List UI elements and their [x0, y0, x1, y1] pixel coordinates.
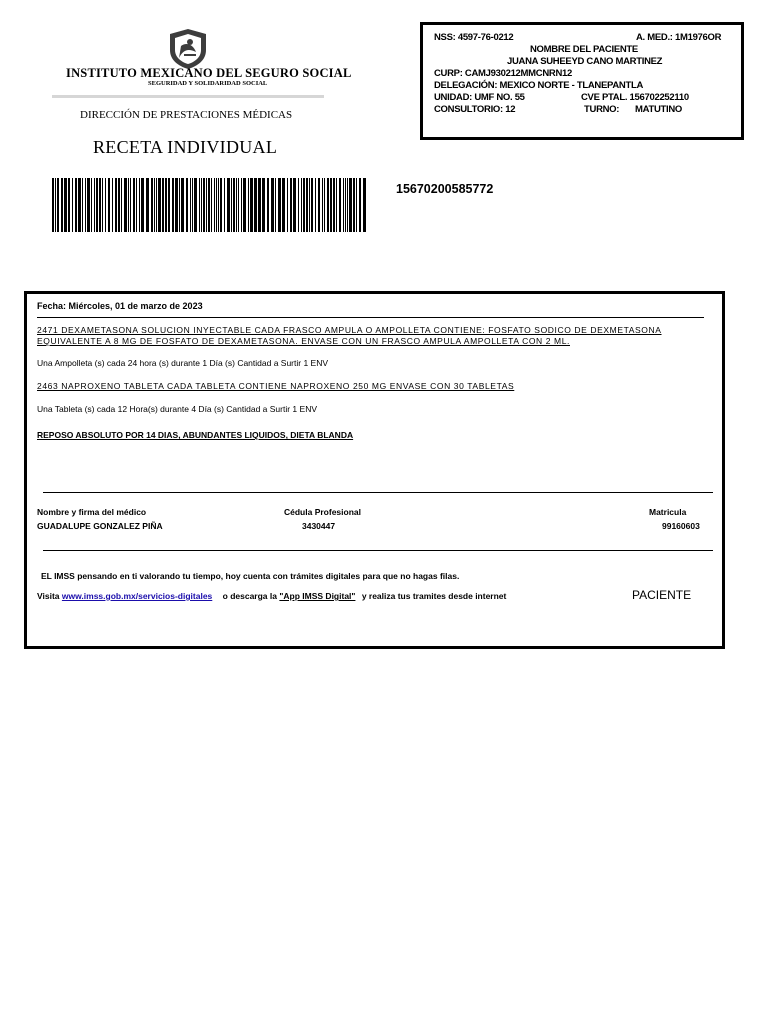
- barcode-bar: [227, 178, 230, 232]
- barcode-bar: [224, 178, 225, 232]
- barcode-bar: [336, 178, 337, 232]
- barcode-bar: [168, 178, 170, 232]
- barcode-bar: [105, 178, 106, 232]
- barcode-bar: [64, 178, 67, 232]
- barcode-bar: [363, 178, 366, 232]
- barcode-bar: [128, 178, 129, 232]
- doctor-name: GUADALUPE GONZALEZ PIÑA: [37, 521, 163, 531]
- barcode-bar: [359, 178, 361, 232]
- department-title: DIRECCIÓN DE PRESTACIONES MÉDICAS: [80, 109, 293, 121]
- barcode-bar: [258, 178, 261, 232]
- barcode-bar: [311, 178, 313, 232]
- barcode-bar: [91, 178, 92, 232]
- barcode-bar: [353, 178, 355, 232]
- prescription-date: Fecha: Miércoles, 01 de marzo de 2023: [37, 301, 203, 311]
- app-name: "App IMSS Digital": [279, 591, 356, 601]
- medication-1-description-cont: EQUIVALENTE A 8 MG DE FOSFATO DE DEXAMETASONA. ENVASE CON UN FRASCO AMPULA AMPOLLETA CON 2 ML.: [37, 336, 570, 346]
- medication-1-description: 2471 DEXAMETASONA SOLUCION INYECTABLE CADA FRASCO AMPULA O AMPOLLETA CONTIENE: FOSFATO SODICO DE DEXMETASONA: [37, 325, 662, 335]
- patient-name-label: NOMBRE DEL PACIENTE: [530, 44, 638, 55]
- barcode-bar: [158, 178, 161, 232]
- barcode-bar: [211, 178, 212, 232]
- medication-2-dosage: Una Tableta (s) cada 12 Hora(s) durante 4 Día (s) Cantidad a Surtir 1 ENV: [37, 404, 318, 414]
- medication-2-description: 2463 NAPROXENO TABLETA CADA TABLETA CONTIENE NAPROXENO 250 MG ENVASE CON 30 TABLETAS: [37, 381, 515, 391]
- header-divider: [52, 95, 324, 98]
- barcode-bar: [201, 178, 202, 232]
- barcode-bar: [108, 178, 110, 232]
- barcode-bar: [82, 178, 83, 232]
- barcode-bar: [327, 178, 329, 232]
- barcode-bar: [306, 178, 308, 232]
- a-med: A. MED.: 1M1976OR: [636, 32, 722, 43]
- barcode-bar: [315, 178, 316, 232]
- barcode-bar: [236, 178, 237, 232]
- barcode-bar: [190, 178, 191, 232]
- unidad: UNIDAD: UMF NO. 55: [434, 92, 525, 103]
- barcode-bar: [102, 178, 103, 232]
- visit-text: Visita: [37, 591, 60, 601]
- barcode-bar: [322, 178, 323, 232]
- barcode-bar: [156, 178, 157, 232]
- barcode-bar: [343, 178, 344, 232]
- barcode-bar: [61, 178, 63, 232]
- barcode-bar: [216, 178, 217, 232]
- indications: REPOSO ABSOLUTO POR 14 DIAS, ABUNDANTES LIQUIDOS, DIETA BLANDA: [37, 430, 354, 440]
- barcode-bar: [52, 178, 54, 232]
- barcode-bar: [349, 178, 352, 232]
- barcode-bar: [136, 178, 137, 232]
- cedula-number: 3430447: [302, 521, 336, 531]
- cedula-label: Cédula Profesional: [284, 507, 361, 517]
- footer-divider: [43, 550, 713, 551]
- barcode-bar: [154, 178, 155, 232]
- barcode-bar: [192, 178, 193, 232]
- barcode-bar: [179, 178, 180, 232]
- barcode-bar: [278, 178, 281, 232]
- barcode-bar: [303, 178, 305, 232]
- barcode-bar: [121, 178, 122, 232]
- barcode: [52, 178, 366, 232]
- document-title: RECETA INDIVIDUAL: [93, 137, 278, 157]
- footer-visit-line: [37, 591, 506, 601]
- barcode-bar: [162, 178, 164, 232]
- curp: CURP: CAMJ930212MMCNRN12: [434, 68, 572, 79]
- barcode-bar: [78, 178, 81, 232]
- download-text: o descarga la: [222, 591, 277, 601]
- barcode-bar: [318, 178, 320, 232]
- barcode-bar: [324, 178, 325, 232]
- barcode-bar: [130, 178, 131, 232]
- barcode-bar: [96, 178, 98, 232]
- barcode-bar: [238, 178, 239, 232]
- medication-1-dosage: Una Ampolleta (s) cada 24 hora (s) durante 1 Día (s) Cantidad a Surtir 1 ENV: [37, 358, 329, 368]
- barcode-bar: [68, 178, 70, 232]
- patient-info-box: [420, 22, 744, 140]
- digital-services-link[interactable]: www.imss.gob.mx/servicios-digitales: [61, 591, 213, 601]
- barcode-bar: [250, 178, 253, 232]
- barcode-bar: [151, 178, 153, 232]
- barcode-bar: [243, 178, 246, 232]
- imss-logo: [166, 28, 210, 70]
- barcode-bar: [115, 178, 117, 232]
- patient-name: JUANA SUHEEYD CANO MARTINEZ: [507, 56, 663, 67]
- doctor-name-label: Nombre y firma del médico: [37, 507, 147, 517]
- signature-divider: [43, 492, 713, 493]
- barcode-bar: [271, 178, 274, 232]
- barcode-bar: [57, 178, 59, 232]
- barcode-bar: [124, 178, 127, 232]
- delegacion: DELEGACIÓN: MEXICO NORTE - TLANEPANTLA: [434, 80, 644, 91]
- barcode-bar: [339, 178, 341, 232]
- barcode-bar: [199, 178, 200, 232]
- turno: MATUTINO: [635, 104, 683, 115]
- institution-subtitle: SEGURIDAD Y SOLIDARIDAD SOCIAL: [148, 80, 268, 87]
- matricula-label: Matricula: [649, 507, 687, 517]
- barcode-bar: [233, 178, 235, 232]
- barcode-bar: [172, 178, 174, 232]
- institution-name: INSTITUTO MEXICANO DEL SEGURO SOCIAL: [66, 66, 352, 80]
- barcode-bar: [112, 178, 113, 232]
- barcode-bar: [175, 178, 178, 232]
- barcode-bar: [85, 178, 86, 232]
- nss: NSS: 4597-76-0212: [434, 32, 514, 43]
- barcode-bar: [186, 178, 188, 232]
- barcode-bar: [298, 178, 299, 232]
- barcode-bar: [231, 178, 232, 232]
- matricula-number: 99160603: [662, 521, 700, 531]
- barcode-bar: [290, 178, 292, 232]
- barcode-bar: [133, 178, 135, 232]
- barcode-bar: [55, 178, 56, 232]
- barcode-bar: [347, 178, 348, 232]
- barcode-bar: [99, 178, 101, 232]
- barcode-bar: [206, 178, 207, 232]
- barcode-bar: [356, 178, 357, 232]
- barcode-bar: [218, 178, 219, 232]
- barcode-bar: [208, 178, 210, 232]
- prescription-box: [24, 291, 725, 649]
- barcode-bar: [333, 178, 335, 232]
- barcode-bar: [146, 178, 149, 232]
- barcode-bar: [94, 178, 95, 232]
- cve-ptal: CVE PTAL. 156702252110: [581, 92, 689, 103]
- barcode-bar: [181, 178, 184, 232]
- barcode-bar: [141, 178, 144, 232]
- barcode-bar: [139, 178, 140, 232]
- copy-type-label: PACIENTE: [632, 588, 692, 602]
- barcode-bar: [87, 178, 90, 232]
- barcode-bar: [287, 178, 288, 232]
- date-divider: [37, 317, 704, 318]
- internet-text: y realiza tus tramites desde internet: [361, 591, 507, 601]
- barcode-bar: [194, 178, 197, 232]
- consultorio: CONSULTORIO: 12: [434, 104, 516, 115]
- barcode-bar: [330, 178, 332, 232]
- barcode-bar: [345, 178, 346, 232]
- barcode-bar: [203, 178, 205, 232]
- barcode-bar: [282, 178, 285, 232]
- barcode-bar: [262, 178, 265, 232]
- barcode-bar: [275, 178, 276, 232]
- barcode-bar: [254, 178, 257, 232]
- barcode-bar: [301, 178, 302, 232]
- turno-label: TURNO:: [584, 104, 620, 115]
- barcode-bar: [241, 178, 242, 232]
- barcode-bar: [267, 178, 269, 232]
- barcode-bar: [75, 178, 77, 232]
- barcode-bar: [165, 178, 167, 232]
- barcode-bar: [309, 178, 310, 232]
- barcode-number: 15670200585772: [396, 182, 494, 196]
- barcode-bar: [214, 178, 215, 232]
- barcode-bar: [248, 178, 249, 232]
- barcode-bar: [118, 178, 120, 232]
- barcode-bar: [72, 178, 73, 232]
- imss-message: EL IMSS pensando en ti valorando tu tiempo, hoy cuenta con trámites digitales para que no hagas filas.: [41, 571, 460, 581]
- barcode-bar: [220, 178, 222, 232]
- barcode-bar: [293, 178, 296, 232]
